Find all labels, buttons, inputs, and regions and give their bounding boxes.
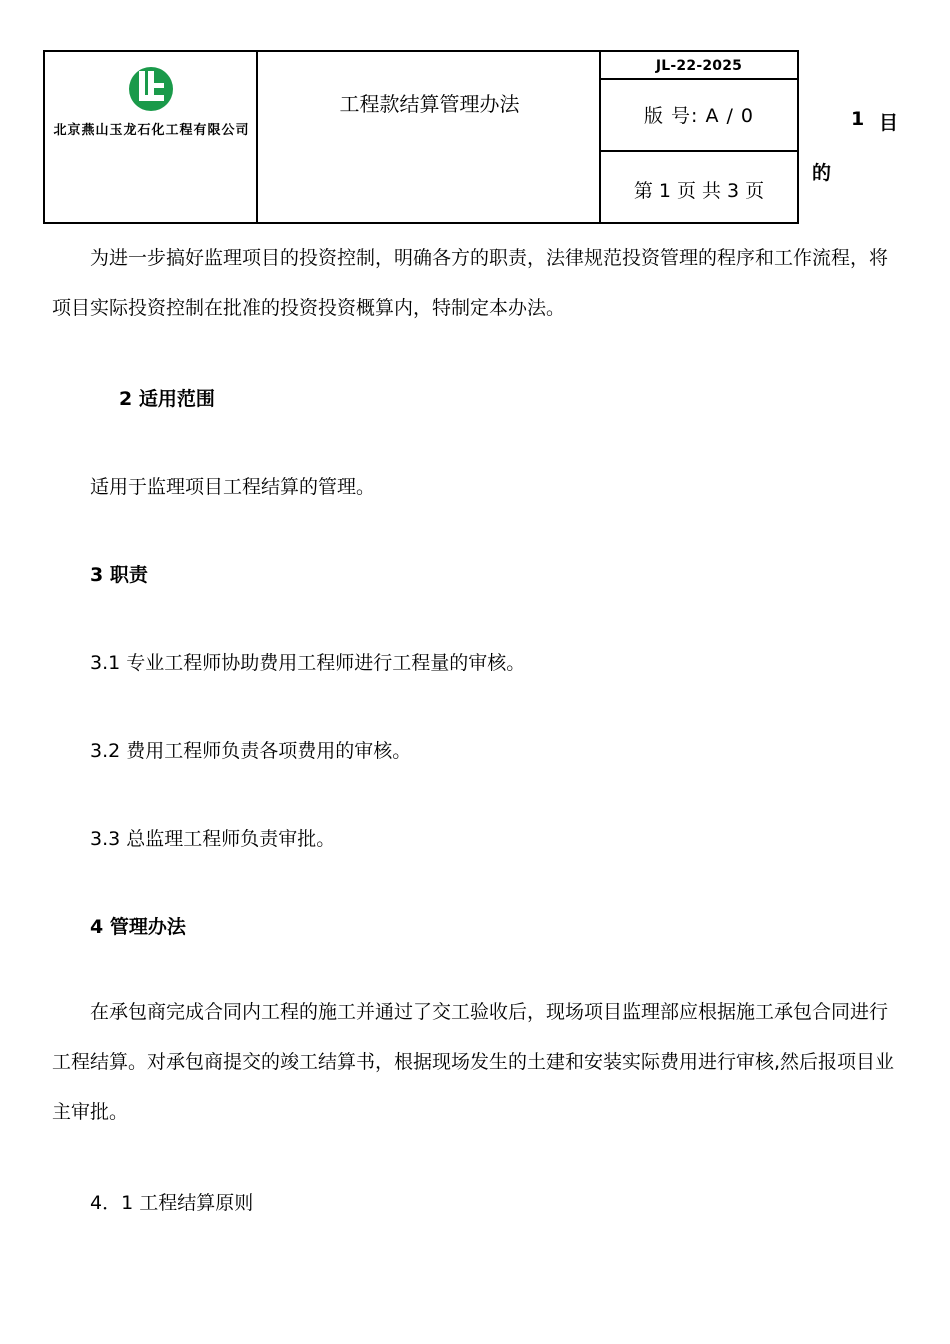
section3-item-1: 3.1 专业工程师协助费用工程师进行工程量的审核。 <box>90 652 526 674</box>
title-cell <box>258 52 601 222</box>
document-code: JL-22-2025 <box>601 52 797 80</box>
document-header-table <box>43 50 799 224</box>
section4-heading: 4 管理办法 <box>90 916 186 938</box>
section3-item-2: 3.2 费用工程师负责各项费用的审核。 <box>90 740 412 762</box>
logo-cell <box>45 52 258 222</box>
section3-item-3: 3.3 总监理工程师负责审批。 <box>90 828 336 850</box>
company-name: 北京燕山玉龙石化工程有限公司 <box>53 123 250 138</box>
section1-title-part2: 的 <box>812 162 832 184</box>
company-logo-icon <box>128 66 174 112</box>
section4-paragraph: 在承包商完成合同内工程的施工并通过了交工验收后，现场项目监理部应根据施工承包合同进行工程结算。对承包商提交的竣工结算书，根据现场发生的土建和安装实际费用进行审核,然后报项目业主审批。 <box>52 1001 895 1123</box>
version-number: 版 号: A / 0 <box>601 80 797 152</box>
section1-paragraph: 为进一步搞好监理项目的投资控制，明确各方的职责，法律规范投资管理的程序和工作流程，将项目实际投资控制在批准的投资投资概算内，特制定本办法。 <box>52 247 889 319</box>
section3-heading: 3 职责 <box>90 564 148 586</box>
document-title: 工程款结算管理办法 <box>339 92 520 116</box>
doc-info-cell <box>601 52 797 222</box>
section1-number: 1 <box>851 108 865 130</box>
section1-title-part1: 目 <box>879 112 899 134</box>
section2-heading: 2 适用范围 <box>119 388 215 410</box>
page-info: 第 1 页 共 3 页 <box>633 180 765 202</box>
section4-subheading: 4．1 工程结算原则 <box>90 1192 254 1214</box>
section2-paragraph: 适用于监理项目工程结算的管理。 <box>90 476 376 498</box>
